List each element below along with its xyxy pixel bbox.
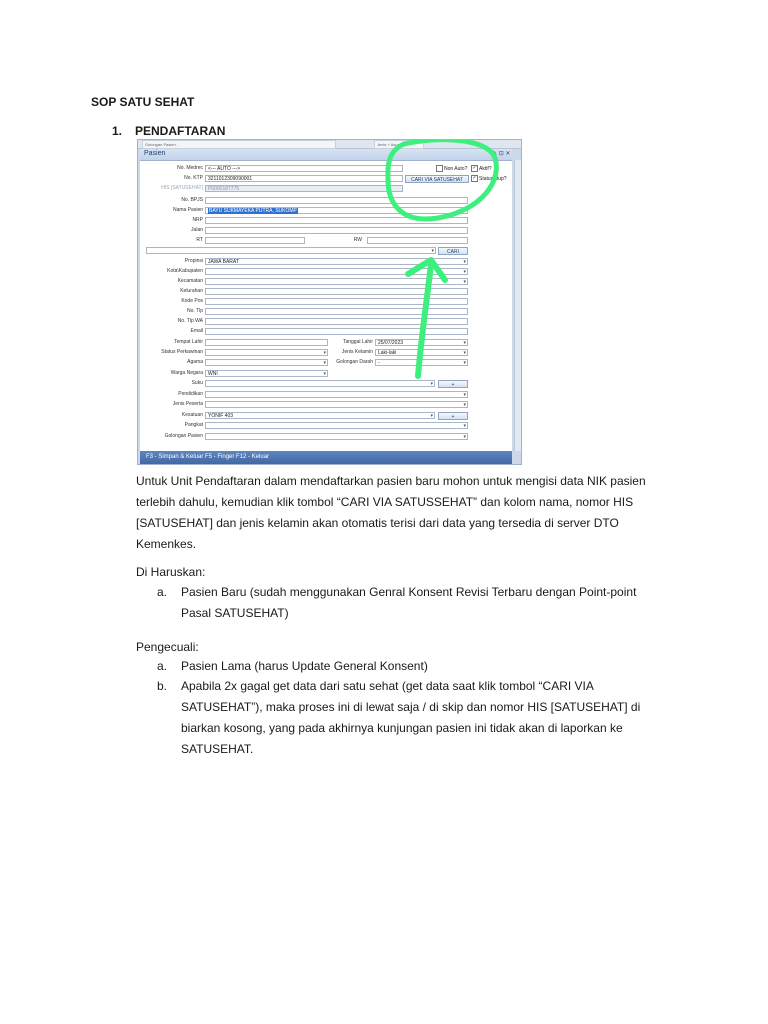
checkbox-checked-icon: ✓	[472, 165, 477, 171]
label-nama-pasien: Nama Pasien	[172, 207, 203, 213]
nama-pasien-value: BAYU SUKMAYEKA PUTRA, SUKOMP	[209, 208, 297, 214]
label-rt: RT	[196, 237, 203, 243]
label-nrp: NRP	[192, 217, 203, 223]
patient-registration-screenshot	[137, 139, 522, 465]
cari-via-satusehat-button[interactable]: CARI VIA SATUSEHAT	[405, 175, 469, 183]
aktif-checkbox[interactable]: ✓ Aktif?	[472, 165, 492, 172]
list-marker: a.	[157, 585, 168, 599]
chevron-down-icon[interactable]: ▾	[463, 350, 466, 356]
annotation-arrow-shaft	[418, 264, 431, 376]
label-rw: RW	[353, 237, 362, 243]
window-title: Pasien	[144, 150, 166, 157]
list-text: Pasien Baru (sudah menggunakan Genral Konsent Revisi Terbaru dengan Point-point Pasal SATUSEHAT)	[181, 585, 637, 620]
label-jalan: Jalan	[191, 227, 203, 233]
label-no-ktp: No. KTP	[184, 175, 203, 181]
chevron-down-icon[interactable]: ▾	[463, 392, 466, 398]
label-jenis-peserta: Jenis Peserta	[172, 401, 203, 407]
label-suku: Suku	[191, 380, 203, 386]
window-controls[interactable]: ✎ ⊡ ✕	[492, 151, 511, 157]
list-text: Pasien Lama (harus Update General Konsent)	[181, 659, 428, 673]
chevron-down-icon[interactable]: ▾	[463, 434, 466, 440]
chevron-down-icon[interactable]: ▾	[463, 269, 466, 275]
chevron-down-icon[interactable]: ▾	[323, 371, 326, 377]
no-medrec-field[interactable]: <--- AUTO --->	[205, 165, 403, 172]
section-number: 1.	[112, 124, 123, 138]
label-no-tlp-wa: No. Tlp WA	[177, 318, 203, 324]
label-no-tlp: No. Tlp	[186, 308, 203, 314]
jenis-kelamin-select[interactable]: Laki-laki ▾	[375, 349, 468, 356]
label-pangkat: Pangkat	[184, 422, 203, 428]
checkbox-checked-icon: ✓	[472, 175, 477, 181]
chevron-down-icon[interactable]: ▾	[463, 423, 466, 429]
golongan-darah-select[interactable]: - ▾	[375, 359, 468, 366]
chevron-down-icon[interactable]: ▾	[463, 340, 466, 346]
list-marker: b.	[157, 679, 168, 693]
label-kecamatan: Kecamatan	[177, 278, 203, 284]
label-jenis-kelamin: Jenis Kelamin	[341, 349, 373, 355]
annotation-overlay	[138, 140, 521, 464]
section-title: PENDAFTARAN	[135, 124, 226, 138]
ghost-field-right: Jenis + Asuransi	[374, 140, 424, 149]
chevron-down-icon[interactable]: ▾	[323, 350, 326, 356]
propinsi-select[interactable]: JAWA BARAT ▾	[205, 258, 468, 265]
annotation-circle	[388, 140, 497, 219]
required-heading: Di Haruskan:	[136, 565, 206, 579]
no-ktp-field[interactable]: 3211012309090001	[205, 175, 403, 182]
statusbar-shortcuts: F3 - Simpan & Keluar F5 - Finger F12 - Keluar	[146, 454, 270, 460]
label-kota: Kota\Kabupaten	[167, 268, 203, 274]
label-email: Email	[190, 328, 203, 334]
chevron-down-icon[interactable]: ▾	[430, 381, 433, 387]
add-suku-button[interactable]: +	[438, 380, 468, 388]
section-heading	[112, 124, 225, 138]
list-item	[157, 656, 647, 677]
kesatuan-select[interactable]: YONIF 403 ▾	[205, 412, 435, 419]
label-kelurahan: Kelurahan	[180, 288, 203, 294]
non-auto-checkbox[interactable]: Non Auto?	[436, 165, 467, 173]
chevron-down-icon[interactable]: ▾	[463, 279, 466, 285]
label-no-medrec: No. Medrec	[177, 165, 203, 171]
label-golongan-darah: Golongan Darah	[336, 359, 373, 365]
list-marker: a.	[157, 659, 168, 673]
label-pendidikan: Pendidikan	[178, 391, 203, 397]
chevron-down-icon[interactable]: ▾	[323, 360, 326, 366]
label-agama: Agama	[187, 359, 203, 365]
label-status-perkawinan: Status Perkawinan	[161, 349, 203, 355]
list-item	[157, 676, 647, 760]
list-item	[157, 582, 647, 624]
chevron-down-icon[interactable]: ▾	[430, 413, 433, 419]
label-his-satusehat: HIS [SATUSEHAT]	[161, 185, 203, 191]
document-title: SOP SATU SEHAT	[91, 95, 195, 109]
chevron-down-icon[interactable]: ▾	[463, 259, 466, 265]
chevron-down-icon[interactable]: ▾	[463, 402, 466, 408]
label-no-bpjs: No. BPJS	[181, 197, 203, 203]
list-text: Apabila 2x gagal get data dari satu sehat (get data saat klik tombol “CARI VIA SATUSEHAT”), maka proses ini di lewat saja / di skip dan nomor HIS [SATUSEHAT] di biarkan kosong, yang pada akhirnya kunjungan pasien ini tidak akan di laporkan ke SATUSEHAT.	[181, 679, 641, 756]
chevron-down-icon[interactable]: ▾	[463, 360, 466, 366]
chevron-down-icon[interactable]: ▾	[431, 248, 434, 254]
exceptions-heading: Pengecuali:	[136, 640, 199, 654]
label-warga-negara: Warga Negara	[170, 370, 203, 376]
warga-negara-select[interactable]: WNI ▾	[205, 370, 328, 377]
label-tanggal-lahir: Tanggal Lahir	[342, 339, 373, 345]
label-golongan-pasien: Golongan Pasien	[164, 433, 203, 439]
status-dup-checkbox[interactable]: ✓ Status Dup?	[472, 175, 507, 182]
cari-button[interactable]: CARI	[438, 247, 468, 255]
label-kesatuan: Kesatuan	[181, 412, 203, 418]
tanggal-lahir-field[interactable]: 25/07/2023 ▾	[375, 339, 468, 346]
label-kode-pos: Kode Pos	[181, 298, 203, 304]
ghost-field-left: Golongan Pasien -	[142, 140, 336, 149]
label-tempat-lahir: Tempat Lahir	[174, 339, 203, 345]
add-kesatuan-button[interactable]: +	[438, 412, 468, 420]
instruction-paragraph: Untuk Unit Pendaftaran dalam mendaftarkan pasien baru mohon untuk mengisi data NIK pasien terlebih dahulu, kemudian klik tombol “CARI VIA SATUSSEHAT” dan kolom nama, nomor HIS [SATUSEHAT] dan jenis kelamin akan otomatis terisi dari data yang tersedia di server DTO Kemenkes.	[136, 474, 646, 551]
his-satusehat-field: P0000187775	[205, 185, 403, 192]
label-propinsi: Propinsi	[184, 258, 203, 264]
